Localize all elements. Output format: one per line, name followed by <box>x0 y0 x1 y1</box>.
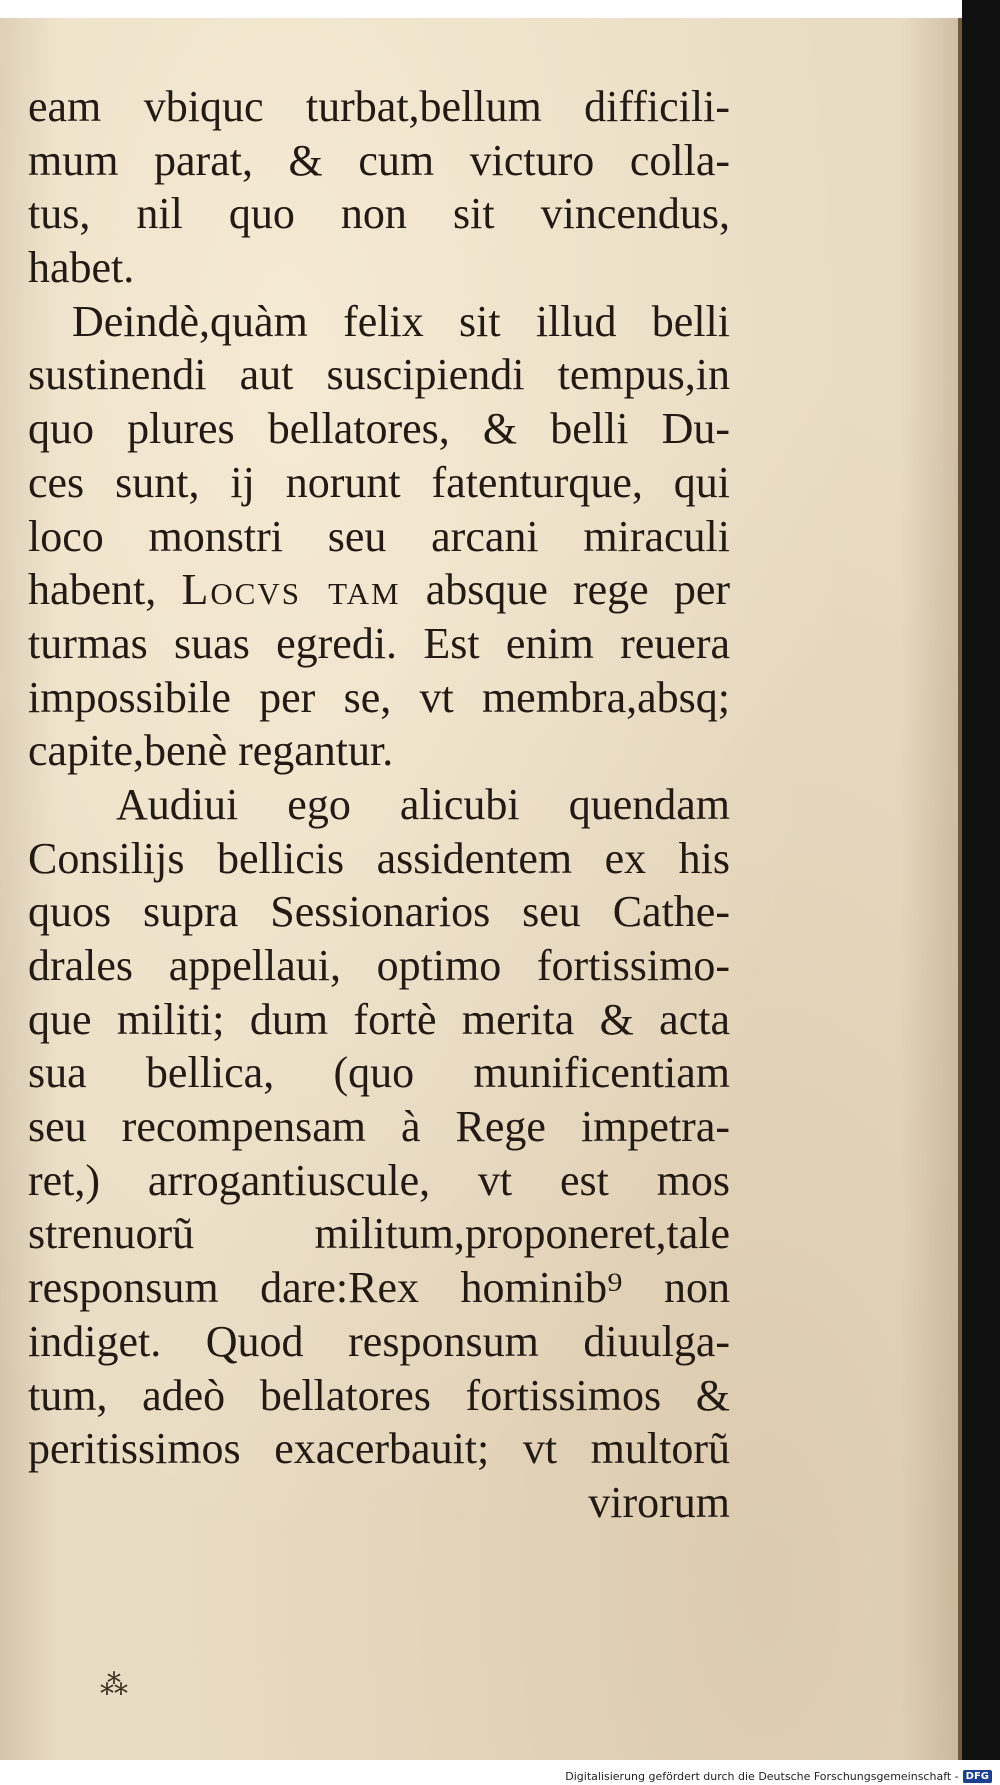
text-line: responsum dare:Rex hominib⁹ non <box>28 1263 730 1313</box>
catchword: virorum <box>588 1477 730 1527</box>
text-line: eam vbiquc turbat,bellum difficili- <box>28 82 730 131</box>
text-line: ces sunt, ij norunt fatenturque, qui <box>28 457 730 507</box>
text-line: strenuorũ militum,proponeret,tale <box>28 1209 730 1259</box>
text-line: tum, adeò bellatores fortissimos & <box>28 1370 730 1420</box>
text-line: Audiui ego alicubi quendam <box>116 779 730 829</box>
text-line: seu recompensam à Rege impetra- <box>28 1102 730 1152</box>
text-line: sua bellica, (quo munificentiam <box>28 1048 730 1098</box>
text-line: capite,benè regantur. <box>28 726 394 776</box>
text-line: Deindè,quàm felix sit illud belli <box>72 296 730 346</box>
smallcaps-phrase: Locvs tam <box>181 565 401 615</box>
text-line: Consilijs bellicis assidentem ex his <box>28 833 730 883</box>
text-line: loco monstri seu arcani miraculi <box>28 511 730 561</box>
text-line: ret,) arrogantiuscule, vt est mos <box>28 1155 730 1205</box>
text-line: tus, nil quo non sit vincendus, <box>28 189 730 239</box>
text-line: quo plures bellatores, & belli Du- <box>28 404 730 454</box>
text-line-with-smallcaps <box>28 563 730 617</box>
text-line: drales appellaui, optimo fortissimo- <box>28 941 730 990</box>
text-line: impossibile per se, vt membra,absq; <box>28 672 730 722</box>
page-text <box>28 80 730 1530</box>
text-line: quos supra Sessionarios seu Cathe- <box>28 887 730 937</box>
text-line: habet. <box>28 243 135 293</box>
text-line: mum parat, & cum victuro colla- <box>28 135 730 185</box>
text-line: peritissimos exacerbauit; vt multorũ <box>28 1424 730 1474</box>
book-page <box>0 18 962 1760</box>
digitization-footer <box>565 1770 992 1783</box>
text-fragment: absque rege per <box>425 565 731 615</box>
text-fragment: habent, <box>28 565 157 615</box>
text-line: indiget. Quod responsum diuulga- <box>28 1316 730 1366</box>
footer-text: Digitalisierung gefördert durch die Deutsche Forschungsgemeinschaft - <box>565 1770 959 1783</box>
text-line: que militi; dum fortè merita & acta <box>28 994 730 1044</box>
text-line: turmas suas egredi. Est enim reuera <box>28 618 730 668</box>
text-line: sustinendi aut suscipiendi tempus,in <box>28 350 730 400</box>
binding-shadow <box>962 0 1000 1760</box>
signature-mark: ⁂ <box>100 1668 128 1701</box>
dfg-logo: DFG <box>963 1770 992 1783</box>
